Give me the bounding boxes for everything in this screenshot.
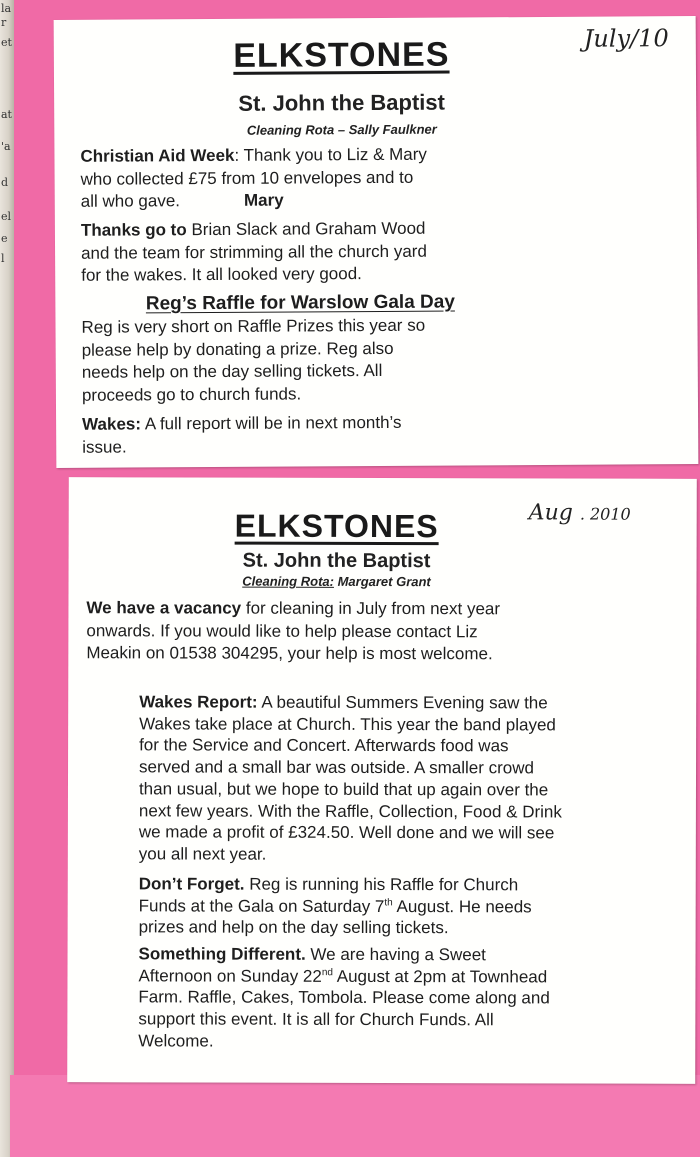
edge-text-fragment: d [1, 176, 9, 189]
christian-aid-heading: Christian Aid Week [80, 145, 235, 166]
text-line: Reg is very short on Raffle Prizes this year so [81, 315, 426, 337]
text-line: next few years. With the Raffle, Collection, Food & Drink [138, 800, 562, 821]
edge-text-fragment: e [1, 232, 8, 245]
text-line: : Thank you to Liz & Mary [234, 144, 427, 165]
text-line: all who gave. [80, 191, 181, 211]
text-line: onwards. If you would like to help please contact Liz [86, 620, 478, 641]
text-line: Brian Slack and Graham Wood [186, 218, 426, 240]
wakes-report-section [139, 691, 689, 866]
rota-name: Margaret Grant [333, 573, 431, 590]
july-newsletter-clipping [54, 16, 699, 468]
vacancy-heading: We have a vacancy [86, 598, 242, 618]
text-line: needs help on the day selling tickets. All [81, 360, 383, 382]
text-line: A beautiful Summers Evening saw the [257, 692, 548, 713]
text-line: We are having a Sweet [305, 944, 486, 965]
text-line: Wakes take place at Church. This year the band played [139, 714, 556, 735]
text-line: who collected £75 from 10 envelopes and to [80, 167, 414, 189]
edge-text-fragment: et [1, 36, 12, 49]
raffle-heading: Reg’s Raffle for Warslow Gala Day [145, 291, 455, 315]
cleaning-rota: Cleaning Rota – Sally Faulkner [246, 121, 437, 138]
text-line: Funds at the Gala on Saturday 7 [138, 896, 385, 916]
text-line: for the wakes. It all looked very good. [81, 264, 362, 285]
text-line: prizes and help on the day selling tickets. [138, 917, 449, 938]
scrapbook-page-edge [0, 0, 14, 1157]
handwritten-year: . 2010 [579, 504, 631, 524]
text-line: Afternoon on Sunday 22 [138, 966, 322, 986]
edge-text-fragment: la [1, 2, 12, 15]
ordinal-suffix: nd [321, 966, 334, 978]
something-different-heading: Something Different. [138, 944, 306, 964]
edge-text-fragment: at [1, 108, 12, 121]
church-name: St. John the Baptist [242, 549, 431, 573]
text-line: Meakin on 01538 304295, your help is most welcome. [86, 643, 493, 664]
text-line: you all next year. [138, 844, 267, 864]
text-line: for the Service and Concert. Afterwards food was [139, 735, 509, 756]
text-line: we made a profit of £324.50. Well done and we will see [138, 822, 555, 843]
something-different-section [138, 943, 688, 1053]
edge-text-fragment: 'a [1, 140, 11, 153]
text-line: please help by donating a prize. Reg also [81, 338, 394, 360]
dont-forget-section [139, 873, 689, 940]
text-line: August at 2pm at Townhead [332, 966, 548, 987]
edge-text-fragment: l [1, 252, 5, 265]
august-newsletter-clipping [67, 477, 697, 1084]
text-line: Farm. Raffle, Cakes, Tombola. Please come along and [138, 987, 550, 1008]
signature-name: Mary [243, 190, 284, 210]
christian-aid-section [80, 142, 680, 213]
text-line: Welcome. [138, 1031, 214, 1051]
parish-title: ELKSTONES [234, 507, 439, 545]
handwritten-month: Aug [528, 500, 573, 526]
parish-title: ELKSTONES [233, 35, 450, 75]
text-line: Reg is running his Raffle for Church [244, 874, 519, 895]
wakes-report-heading: Wakes Report: [139, 692, 258, 712]
text-line: A full report will be in next month’s [140, 412, 402, 434]
text-line: August. He needs [392, 896, 532, 917]
text-line: than usual, but we hope to build that up again over the [138, 779, 549, 800]
cleaning-rota [69, 573, 605, 589]
text-line: issue. [82, 437, 127, 457]
wakes-section [82, 410, 682, 459]
handwritten-date: July/10 [583, 24, 669, 53]
edge-text-fragment: el [1, 210, 12, 223]
text-line: and the team for strimming all the church yard [81, 241, 427, 263]
wakes-heading: Wakes: [82, 414, 142, 434]
thanks-section [81, 216, 681, 287]
rota-label: Cleaning Rota: [242, 573, 334, 589]
edge-text-fragment: r [1, 16, 7, 29]
text-line: for cleaning in July from next year [241, 598, 501, 619]
vacancy-section [86, 597, 686, 666]
text-line: support this event. It is all for Church Funds. All [138, 1009, 494, 1030]
dont-forget-heading: Don’t Forget. [138, 874, 245, 894]
raffle-section [81, 313, 682, 407]
church-name: St. John the Baptist [238, 89, 446, 116]
pink-backing-strip [10, 1075, 700, 1157]
ordinal-suffix: th [384, 897, 393, 909]
text-line: served and a small bar was outside. A smaller crowd [139, 757, 535, 778]
text-line: proceeds go to church funds. [81, 383, 302, 405]
thanks-heading: Thanks go to [80, 220, 187, 240]
